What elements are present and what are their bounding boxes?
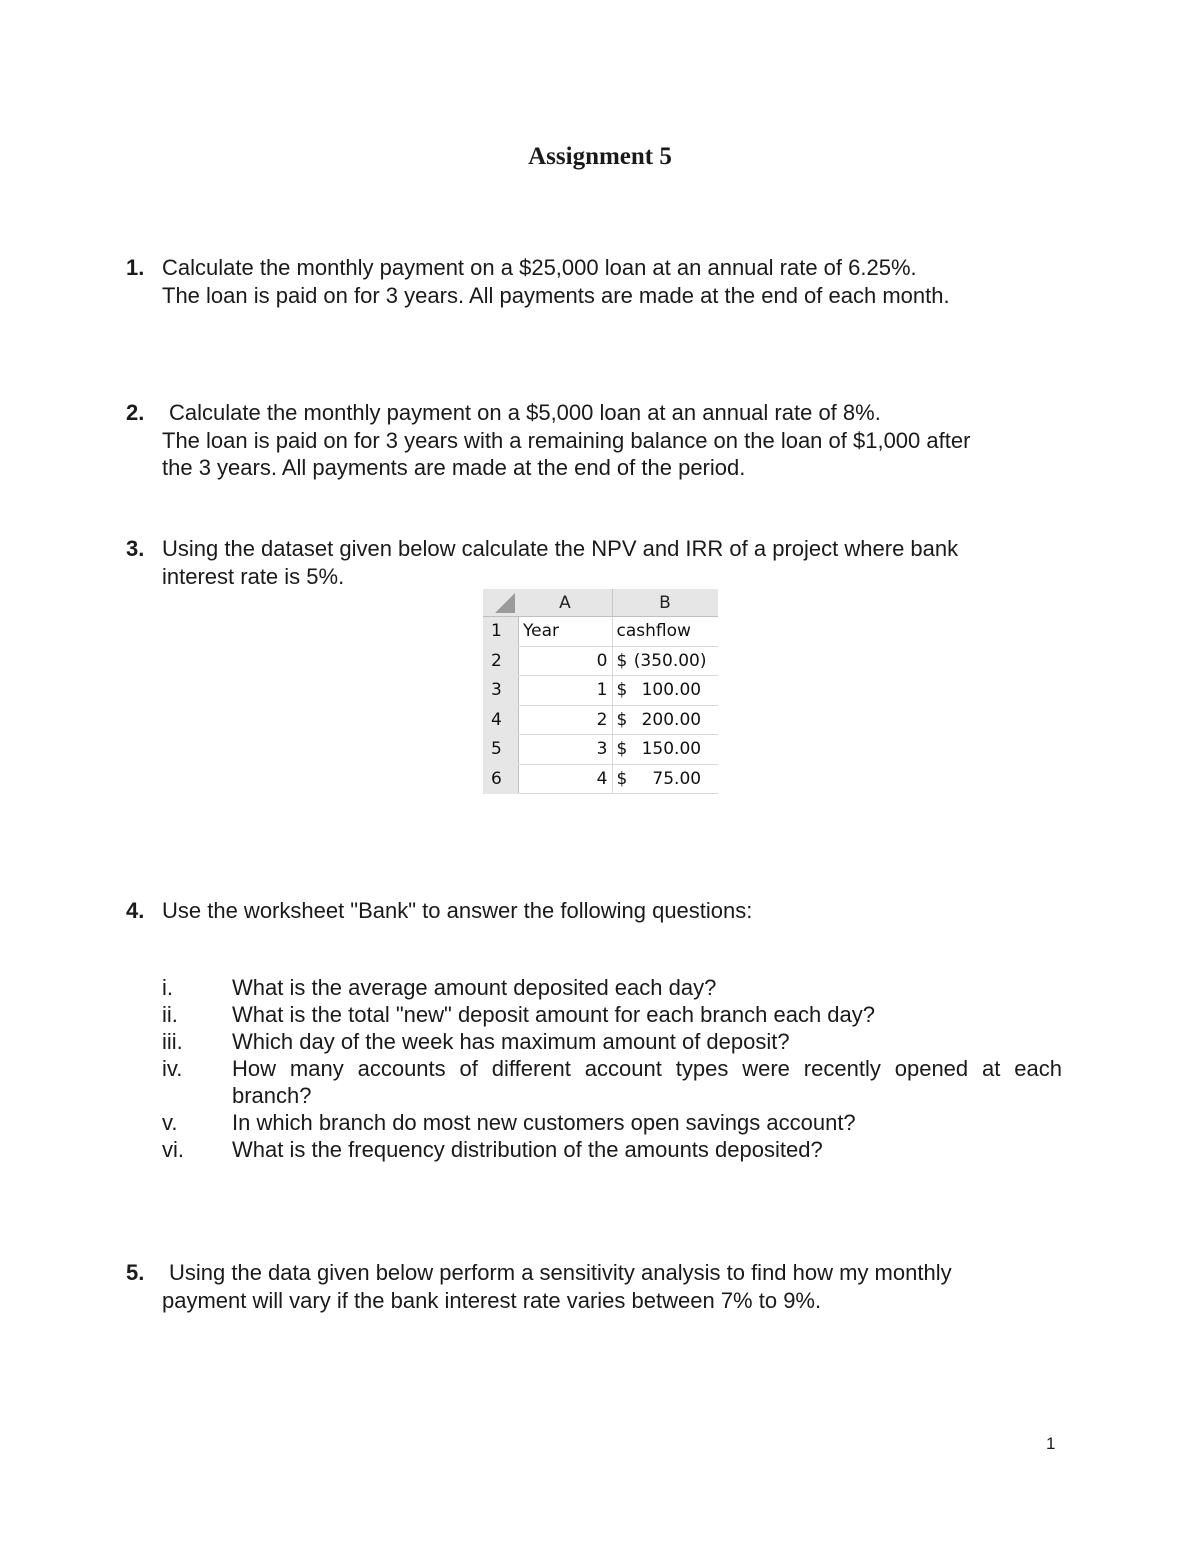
cell-cashflow — [612, 735, 718, 765]
question-number: 2. — [126, 400, 145, 425]
spreadsheet-row — [483, 676, 718, 706]
cell-cashflow — [612, 676, 718, 706]
currency-symbol: $ — [616, 709, 628, 730]
cashflow-amount: 150.00 — [641, 739, 707, 760]
cashflow-amount: 75.00 — [652, 768, 707, 789]
cashflow-amount: 200.00 — [641, 709, 707, 730]
sub-question-text: Which day of the week has maximum amount of deposit? — [232, 1029, 790, 1054]
row-header: 6 — [483, 764, 519, 794]
row-header: 5 — [483, 735, 519, 765]
cashflow-amount: (350.00) — [633, 650, 707, 671]
question-text-line: Using the data given below perform a sensitivity analysis to find how my monthly — [169, 1260, 952, 1285]
cell-cashflow — [612, 705, 718, 735]
sub-question-numeral: vi. — [162, 1137, 184, 1162]
sub-question — [162, 1109, 1062, 1136]
page-number: 1 — [1046, 1434, 1056, 1453]
currency-symbol: $ — [616, 768, 628, 789]
spreadsheet-row — [483, 617, 718, 647]
sub-question-text: What is the average amount deposited each day? — [232, 975, 717, 1000]
spreadsheet-column-header-row — [483, 589, 718, 617]
question-text-line: Calculate the monthly payment on a $25,000 loan at an annual rate of 6.25%. — [162, 255, 917, 280]
cell-cashflow — [612, 646, 718, 676]
question-text-line: The loan is paid on for 3 years with a remaining balance on the loan of $1,000 after — [162, 427, 971, 453]
question-text-line: Calculate the monthly payment on a $5,000 loan at an annual rate of 8%. — [169, 400, 881, 425]
sub-question-numeral: v. — [162, 1110, 178, 1135]
spreadsheet-row — [483, 735, 718, 765]
cell-year: 2 — [519, 705, 613, 735]
row-header: 1 — [483, 617, 519, 647]
sub-question-numeral: iii. — [162, 1029, 183, 1054]
cell-cashflow — [612, 764, 718, 794]
select-all-corner — [483, 589, 519, 617]
question-text-line: The loan is paid on for 3 years. All payments are made at the end of each month. — [162, 282, 950, 308]
cell-year: 0 — [519, 646, 613, 676]
sub-question — [162, 1001, 1062, 1028]
cell-year: 1 — [519, 676, 613, 706]
sub-question-text: branch? — [232, 1083, 312, 1108]
question-text-line: Use the worksheet "Bank" to answer the following questions: — [162, 898, 753, 923]
cell-year: 3 — [519, 735, 613, 765]
column-header-b: B — [612, 589, 718, 617]
spreadsheet-row — [483, 705, 718, 735]
spreadsheet-row — [483, 764, 718, 794]
question-number: 5. — [126, 1260, 145, 1285]
sub-question-numeral: i. — [162, 975, 173, 1000]
sub-question — [162, 1055, 1062, 1109]
question-text-line: interest rate is 5%. — [162, 563, 345, 589]
question-number: 3. — [126, 536, 145, 561]
document-title: Assignment 5 — [528, 143, 672, 170]
row-header: 4 — [483, 705, 519, 735]
sub-question — [162, 1028, 1062, 1055]
currency-symbol: $ — [616, 680, 628, 701]
question-number: 4. — [126, 898, 145, 923]
column-header-a: A — [519, 589, 613, 617]
sub-question — [162, 974, 1062, 1001]
question-text-line: payment will vary if the bank interest rate varies between 7% to 9%. — [162, 1287, 822, 1313]
cashflow-amount: 100.00 — [641, 680, 707, 701]
sub-question-text: How many accounts of different account types were recently opened at each — [232, 1056, 1062, 1081]
sub-question-list — [162, 974, 1062, 1163]
cell-cashflow-header: cashflow — [612, 617, 718, 647]
cell-year-header: Year — [519, 617, 613, 647]
sub-question-numeral: iv. — [162, 1056, 183, 1081]
currency-symbol: $ — [616, 650, 628, 671]
spreadsheet-row — [483, 646, 718, 676]
cell-year: 4 — [519, 764, 613, 794]
sub-question-numeral: ii. — [162, 1002, 178, 1027]
sub-question-text: What is the frequency distribution of the amounts deposited? — [232, 1137, 823, 1162]
cashflow-spreadsheet — [483, 589, 718, 794]
question-number: 1. — [126, 255, 145, 280]
sub-question-text: In which branch do most new customers open savings account? — [232, 1110, 856, 1135]
row-header: 2 — [483, 646, 519, 676]
sub-question — [162, 1136, 1062, 1163]
question-text-line: Using the dataset given below calculate the NPV and IRR of a project where bank — [162, 536, 959, 561]
sub-question-text: What is the total "new" deposit amount for each branch each day? — [232, 1002, 875, 1027]
currency-symbol: $ — [616, 739, 628, 760]
row-header: 3 — [483, 676, 519, 706]
question-text-line: the 3 years. All payments are made at the end of the period. — [162, 455, 746, 480]
